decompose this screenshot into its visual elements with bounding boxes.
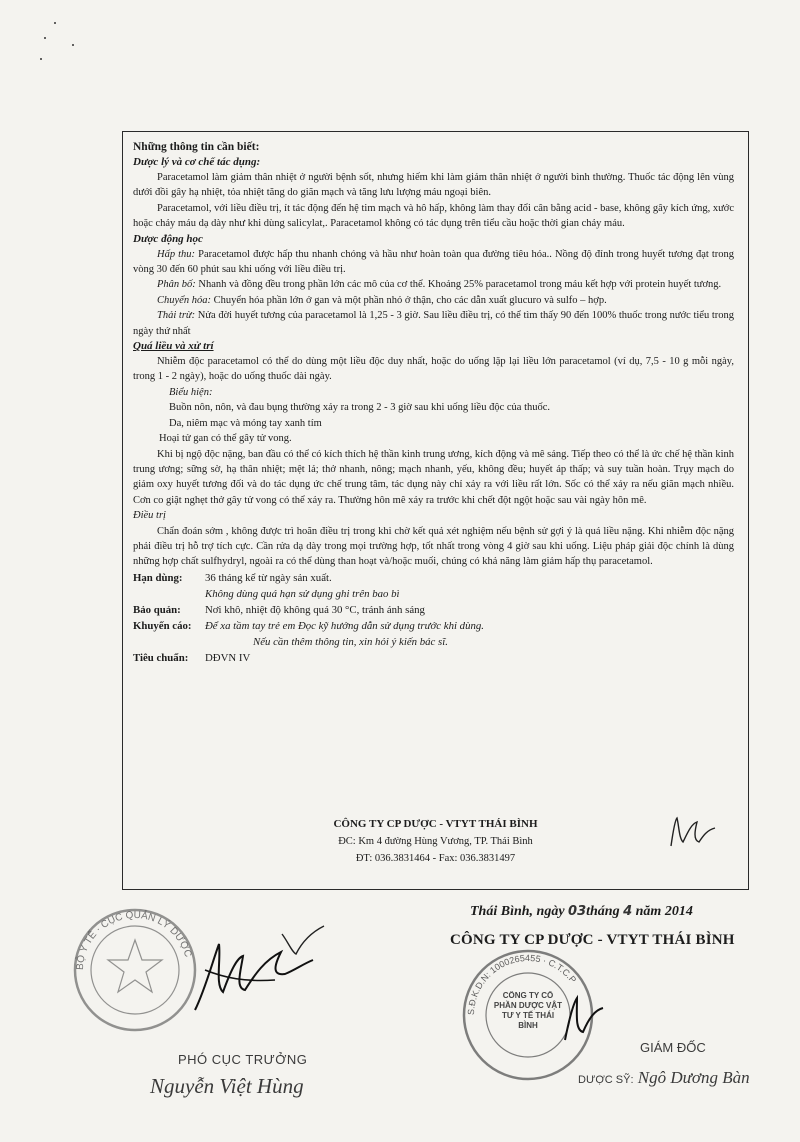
company-stamp-icon: S.Đ.K.D.N: 1000265455 · C.T.C.P CÔNG TY CỔ PHẦN DƯỢC VẬT TƯ Y TẾ THÁI BÌNH — [458, 945, 598, 1085]
svg-text:S.Đ.K.D.N: 1000265455 · C.T.C.: S.Đ.K.D.N: 1000265455 · C.T.C.P — [465, 952, 579, 1016]
advice-note: Nếu cần thêm thông tin, xin hỏi ý kiến bác sĩ. — [253, 635, 448, 648]
symptom-2: Da, niêm mạc và móng tay xanh tím — [169, 417, 322, 429]
director-prefix: DƯỢC SỸ: — [578, 1074, 634, 1086]
overdose-p1: Nhiễm độc paracetamol có thể do dùng một liều độc duy nhất, hoặc do uống lặp lại liều lớn paracetamol (ví dụ, 7,5 - 10 g mỗi ngày, trong 1 - 2 ngày), hoặc do uống thuốc dài ngày. — [133, 356, 734, 383]
check-mark-icon — [278, 920, 328, 960]
company-name: CÔNG TY CP DƯỢC - VTYT THÁI BÌNH — [333, 818, 538, 830]
date-month: 4 — [623, 904, 633, 919]
deputy-name: Nguyễn Việt Hùng — [150, 1074, 304, 1098]
metabolism-text: Chuyển hóa: Chuyển hóa phần lớn ở gan và một phần nhỏ ở thận, cho các dẫn xuất glucuro và sulfo – hợp. — [157, 294, 607, 306]
svg-text:BỘ Y TẾ · CỤC QUẢN LÝ DƯỢC: BỘ Y TẾ · CỤC QUẢN LÝ DƯỢC — [74, 909, 194, 971]
overdose-title: Quá liều và xử trí — [133, 340, 214, 353]
footer-company-name: CÔNG TY CP DƯỢC - VTYT THÁI BÌNH — [450, 932, 735, 948]
date-line: Thái Bình, ngày 03tháng 4 năm 2014 — [470, 904, 693, 919]
expiry-value: 36 tháng kể từ ngày sản xuất. — [205, 571, 332, 584]
pharmacology-p1: Paracetamol làm giảm thân nhiệt ở người bệnh sốt, nhưng hiếm khi làm giảm thân nhiệt ở người bình thường. Thuốc tác động lên vùng dưới đồi gây hạ nhiệt, tỏa nhiệt tăng do giãn mạch và tăng lưu lượng máu ngoại biên. — [133, 172, 734, 199]
storage-value: Nơi khô, nhiệt độ không quá 30 °C, tránh ánh sáng — [205, 603, 425, 616]
standard-value: DĐVN IV — [205, 651, 251, 664]
pharmacology-p2: Paracetamol, với liều điều trị, ít tác động đến hệ tim mạch và hô hấp, không làm thay đổi cân bằng acid - base, không gây kích ứng, xước hoặc chảy máu dạ dày như khi dùng salicylat,. Paracetamol không có tác dụng trên tiểu cầu hoặc thời gian chảy máu. — [133, 202, 734, 230]
standard-label: Tiêu chuẩn: — [133, 651, 189, 664]
distribution-text: Phân bố: Nhanh và đồng đều trong phần lớn các mô của cơ thể. Khoảng 25% paracetamol trong máu kết hợp với protein huyết tương. — [157, 279, 722, 291]
director-initial-signature-icon — [555, 990, 615, 1050]
advice-row — [133, 618, 734, 634]
treatment-label: Điều trị — [133, 510, 166, 522]
company-address: ĐC: Km 4 đường Hùng Vương, TP. Thái Bình — [338, 836, 533, 847]
absorption-text: Hấp thu: Paracetamol được hấp thu nhanh chóng và hầu như hoàn toàn qua đường tiêu hóa.. Nồng độ đỉnh trong huyết tương đạt trong vòng 30 đến 60 phút sau khi uống với liều điều trị. — [133, 248, 735, 276]
symptom-3: Hoại tử gan có thể gây tử vong. — [159, 433, 292, 445]
metabolism-label: Chuyển hóa: — [157, 294, 211, 306]
director-name-line — [578, 1068, 750, 1088]
storage-label: Bảo quản: — [133, 603, 181, 616]
info-heading: Những thông tin cần biết: — [133, 141, 260, 153]
leaflet-frame — [122, 131, 749, 890]
director-name: Ngô Dương Bàn — [637, 1068, 750, 1087]
deputy-role: PHÓ CỤC TRƯỞNG — [178, 1052, 308, 1067]
symptom-1: Buồn nôn, nôn, và đau bụng thường xảy ra trong 2 - 3 giờ sau khi uống liều độc của thuốc. — [169, 402, 551, 414]
expiry-note: Không dùng quá hạn sử dụng ghi trên bao bì — [205, 587, 400, 600]
scan-speck — [54, 22, 56, 24]
symptom-label: Biểu hiện: — [169, 386, 213, 398]
director-role: GIÁM ĐỐC — [640, 1040, 706, 1055]
pharmacology-title: Dược lý và cơ chế tác dụng: — [133, 156, 261, 168]
expiry-label: Hạn dùng: — [133, 571, 183, 584]
scan-speck — [72, 44, 74, 46]
overdose-p2: Khi bị ngộ độc nặng, ban đầu có thể có kích thích hệ thần kinh trung ương, kích động và mê sảng. Tiếp theo có thể là ức chế hệ thần kinh trung ương; sững sờ, hạ thân nhiệt; mệt lả; thở nhanh, nông; mạch nhanh, yếu, không đều; huyết áp thấp; và suy tuần hoàn. Trụy mạch do giảm oxy huyết tương đối và do tác dụng ức chế trung tâm, tác dụng này chỉ xảy ra với liều rất lớn. Sốc có thể xảy ra nếu giãn mạch nhiều. Cơn co giật nghẹt thở gây tử vong có thể xảy ra. Thường hôn mê xảy ra trước khi chết đột ngột hoặc sau vài ngày hôn mê. — [133, 448, 734, 506]
elimination-label: Thải trừ: — [157, 310, 196, 322]
treatment-text: Chẩn đoán sớm , không được trì hoãn điều trị trong khi chờ kết quả xét nghiệm nếu bệnh sử gợi ý là quá liều nặng. Khi nhiễm độc nặng phải điều trị hỗ trợ tích cực. Cần rửa dạ dày trong mọi trường hợp, tốt nhất trong vòng 4 giờ sau khi uống. Liệu pháp giải độc chính là dùng những hợp chất sulfhydryl, ngoài ra có thể dùng than hoạt và/hoặc muối, chúng có khả năng làm giảm hấp thụ paracetamol. — [133, 525, 734, 568]
expiry-row — [133, 570, 734, 586]
distribution-label: Phân bố: — [157, 279, 196, 291]
standard-row — [133, 650, 734, 666]
initial-signature-icon — [663, 812, 723, 852]
advice-value: Để xa tầm tay trẻ em Đọc kỹ hướng dẫn sử dụng trước khi dùng. — [205, 619, 484, 632]
elimination-text: Thải trừ: Nửa đời huyết tương của paracetamol là 1,25 - 3 giờ. Sau liều điều trị, có thể tìm thấy 90 đến 100% thuốc trong nước tiểu trong ngày thứ nhất — [133, 310, 734, 337]
ministry-stamp-icon — [70, 905, 200, 1035]
company-phone: ĐT: 036.3831464 - Fax: 036.3831497 — [355, 853, 516, 864]
absorption-label: Hấp thu: — [157, 248, 196, 260]
advice-label: Khuyến cáo: — [133, 619, 192, 632]
date-day: 03 — [568, 904, 587, 919]
pharmacokinetics-title: Dược động học — [133, 232, 203, 245]
storage-row — [133, 602, 734, 618]
company-block — [123, 816, 748, 867]
scan-speck — [40, 58, 42, 60]
scan-speck — [44, 37, 46, 39]
